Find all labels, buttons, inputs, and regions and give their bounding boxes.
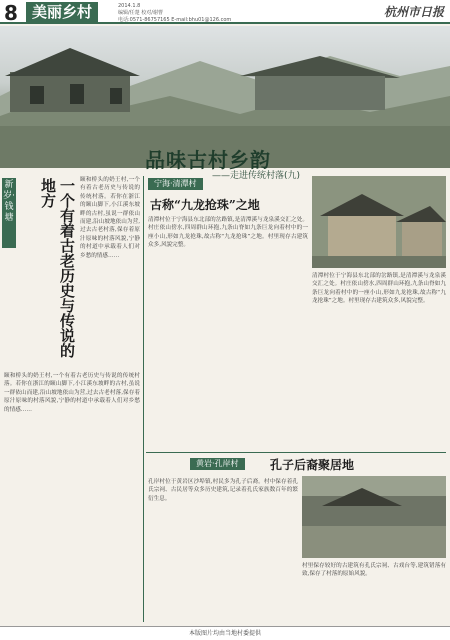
article1-tag: 宁海·清潭村 — [148, 178, 203, 190]
article1-headline: 古称“九龙抢珠”之地 — [150, 198, 260, 212]
section-divider — [146, 452, 446, 453]
ancestral-hall-image — [312, 176, 446, 268]
article1-body-continued: 清潭村位于宁海县东北部的岔路镇,是清潭溪与龙泉溪交汇之处。村庄依山傍水,四周群山环抱,九条山脊如九条巨龙向着村中的一座小山,形如九龙抢珠,故古称“九龙抢珠”之地。村里现存古建筑众多,风貌完整。 — [312, 273, 446, 305]
meta-date: 2014.1.8 — [118, 3, 141, 9]
page-number: 8 — [4, 1, 18, 25]
section-title: 美丽乡村 — [26, 2, 98, 22]
meta-editors: 编辑/任楚 校对/谢曹 — [118, 10, 163, 16]
article2-photo — [302, 476, 446, 558]
page-footer: 本版图片均由当地村委提供 — [0, 626, 450, 640]
left-article-body-continued: 颐和桥头的奶王村,一个有着古老历史与传说的传统村落。若你在浙江的颐山脚下,小江溪东坡畔的古村,虽说一群依山而建,沿山坡地依山为营,过去古老村落,保存着原汁原味的村落风貌,宁静的村道中承载着人们对乡愁的情感…… — [4, 373, 140, 413]
left-column-tag: 新岁·钱塘 — [2, 178, 16, 248]
feature-title: 品味古村乡韵 — [145, 148, 271, 172]
right-body: 村里保存较好的古建筑有孔氏宗祠、古戏台等,建筑错落有致,保存了村落的原始风貌。 — [302, 563, 446, 578]
left-article-body: 颐和桥头的奶王村,一个有着古老历史与传说的传统村落。若你在浙江的颐山脚下,小江溪东坡畔的古村,虽说一群依山而建,沿山坡地依山为营,过去古老村落,保存着原汁原味的村落风貌,宁静的村道中承载着人们对乡愁的情感…… — [80, 177, 140, 259]
meta-contact: 电话:0571-86757165 E-mail:bhu01@126.com — [118, 17, 232, 23]
hero-photo — [0, 26, 450, 181]
article2-headline: 孔子后裔聚居地 — [270, 458, 355, 472]
newspaper-masthead: 杭州市日报 — [383, 5, 444, 19]
column-divider — [143, 176, 144, 622]
page-header — [0, 0, 450, 24]
left-headline: 一个有着古老历史与传说的地方 — [39, 178, 76, 358]
kong-village-image — [302, 476, 446, 558]
article1-photo — [312, 176, 446, 268]
article2-tag: 黄岩·孔岸村 — [190, 458, 245, 470]
feature-subtitle: ——走进传统村落(九) — [212, 171, 301, 181]
article1-body: 清潭村位于宁海县东北部的岔路镇,是清潭溪与龙泉溪交汇之处。村庄依山傍水,四周群山环抱,九条山脊如九条巨龙向着村中的一座小山,形如九龙抢珠,故古称“九龙抢珠”之地。村里现存古建筑众多,风貌完整。 — [148, 217, 308, 249]
article2-body: 孔岸村位于黄岩区沙埠镇,村民多为孔子后裔。村中保存着孔氏宗祠、古民居等众多历史建筑,记录着孔氏家族数百年的繁衍生息。 — [148, 479, 298, 502]
header-meta — [118, 3, 231, 24]
